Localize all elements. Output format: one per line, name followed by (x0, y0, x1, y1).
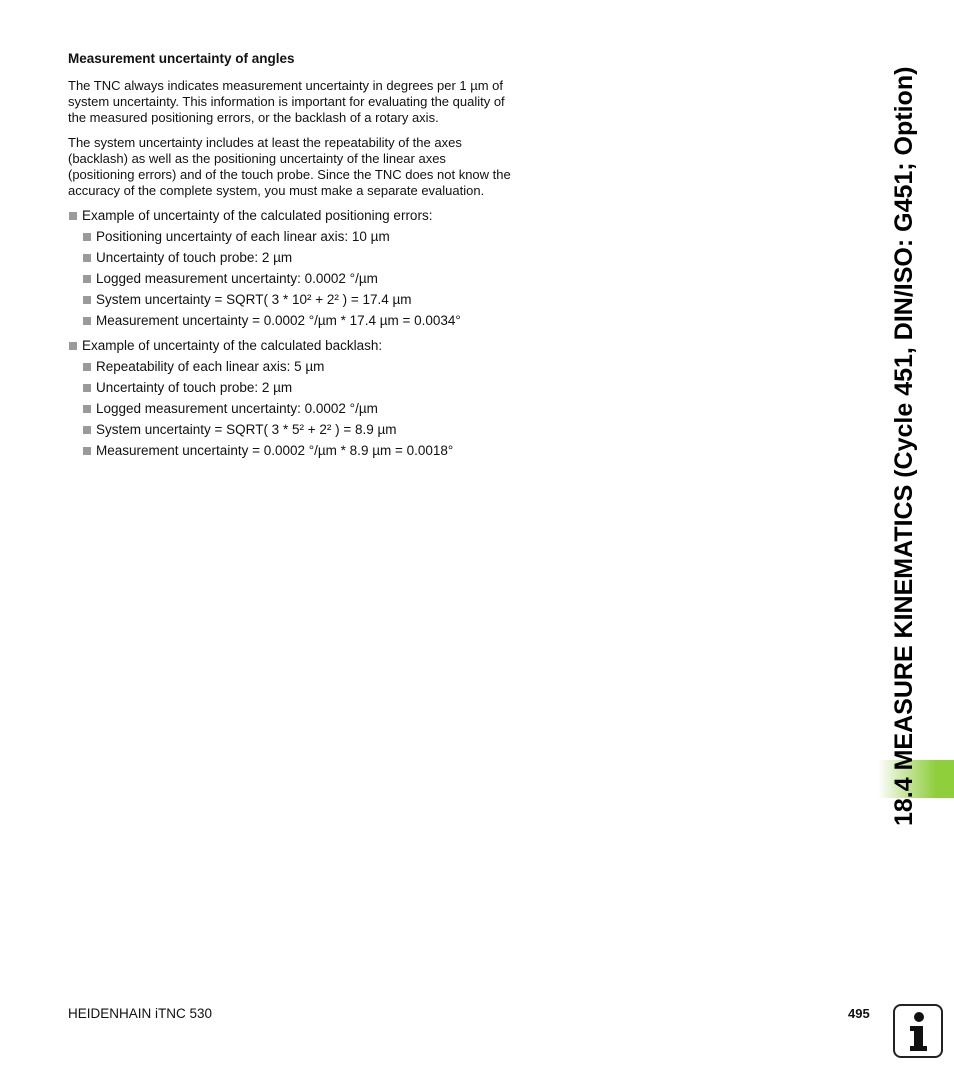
list-item (68, 292, 513, 308)
bullet-square-icon (69, 342, 77, 350)
list-item (68, 380, 513, 396)
list-item (68, 229, 513, 245)
list-item (68, 271, 513, 287)
list-item (68, 401, 513, 417)
paragraph-1: The TNC always indicates measurement uncertainty in degrees per 1 µm of system uncertainty. This information is important for evaluating the quality of the measured positioning errors, or the backlash of a rotary axis. (68, 78, 505, 125)
list-item-text: Measurement uncertainty = 0.0002 °/µm * 8.9 µm = 0.0018° (96, 443, 454, 458)
list-item-text: Logged measurement uncertainty: 0.0002 °/µm (96, 271, 378, 286)
info-glyph-icon (895, 1006, 941, 1056)
list-item-text: Uncertainty of touch probe: 2 µm (96, 250, 293, 265)
chapter-tab-marker (936, 760, 954, 798)
list-item-text: Positioning uncertainty of each linear axis: 10 µm (96, 229, 390, 244)
page-content (68, 50, 513, 459)
bullet-square-icon (83, 405, 91, 413)
example-list-1 (68, 208, 513, 329)
chapter-side-title: 18.4 MEASURE KINEMATICS (Cycle 451, DIN/ISO: G451; Option) (890, 66, 918, 826)
bullet-square-icon (83, 384, 91, 392)
bullet-square-icon (83, 426, 91, 434)
bullet-square-icon (83, 275, 91, 283)
list-item (68, 313, 513, 329)
example-list-2 (68, 338, 513, 459)
bullet-square-icon (83, 254, 91, 262)
list-item (68, 422, 513, 438)
bullet-square-icon (83, 233, 91, 241)
list-item (68, 443, 513, 459)
info-icon (893, 1004, 943, 1058)
list-item (68, 208, 513, 224)
bullet-square-icon (83, 296, 91, 304)
list-item-text: Uncertainty of touch probe: 2 µm (96, 380, 293, 395)
list-item (68, 250, 513, 266)
bullet-square-icon (83, 317, 91, 325)
paragraph-2: The system uncertainty includes at least the repeatability of the axes (backlash) as well as the positioning uncertainty of the linear axes (positioning errors) and of the touch probe. Since the TNC does not know the accuracy of the complete system, you must make a separate evaluation. (68, 135, 511, 198)
list-item-text: Measurement uncertainty = 0.0002 °/µm * 17.4 µm = 0.0034° (96, 313, 461, 328)
list-item-text: Logged measurement uncertainty: 0.0002 °/µm (96, 401, 378, 416)
list-item-text: System uncertainty = SQRT( 3 * 5² + 2² ) = 8.9 µm (96, 422, 397, 437)
list-item-text: Repeatability of each linear axis: 5 µm (96, 359, 325, 374)
bullet-square-icon (83, 363, 91, 371)
page-number: 495 (848, 1006, 870, 1021)
list-item (68, 338, 513, 354)
footer-manual-name: HEIDENHAIN iTNC 530 (68, 1006, 213, 1021)
bullet-square-icon (69, 212, 77, 220)
list-item-text: Example of uncertainty of the calculated backlash: (82, 338, 383, 353)
list-item-text: System uncertainty = SQRT( 3 * 10² + 2² ) = 17.4 µm (96, 292, 412, 307)
list-item-text: Example of uncertainty of the calculated positioning errors: (82, 208, 433, 223)
list-item (68, 359, 513, 375)
section-heading: Measurement uncertainty of angles (68, 51, 295, 66)
bullet-square-icon (83, 447, 91, 455)
